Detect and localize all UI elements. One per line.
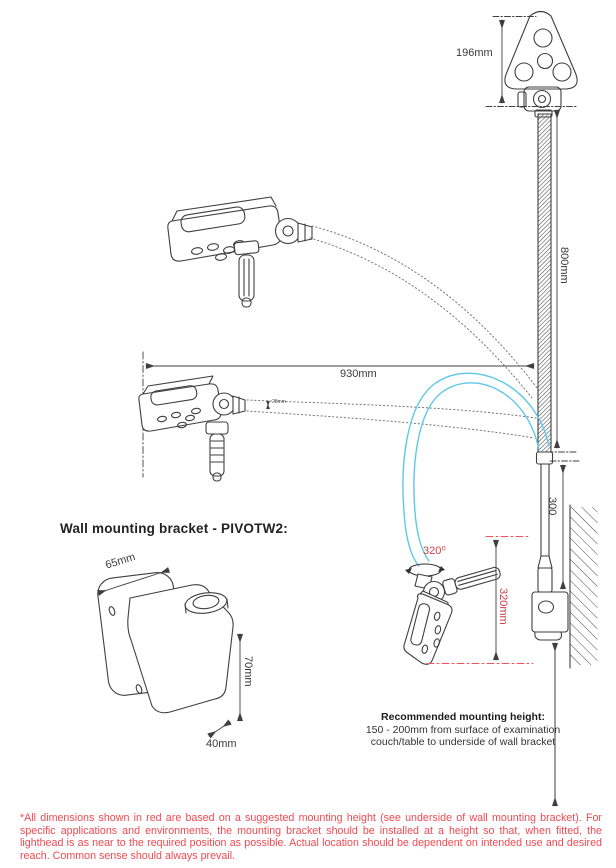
dim-label-65mm: 65mm <box>104 551 137 572</box>
flexible-arm <box>538 114 551 452</box>
dim-label-70mm: 70mm <box>242 656 254 687</box>
lamphead-upper <box>168 197 312 307</box>
dim-label-800mm: 800mm <box>558 247 570 284</box>
dim-label-196mm: 196mm <box>456 47 493 59</box>
wall-section <box>570 505 598 668</box>
dim-label-930mm: 930mm <box>340 368 377 380</box>
bracket-detail <box>96 571 233 713</box>
mounting-plate <box>505 12 577 90</box>
swing-arc-blue <box>403 373 549 566</box>
wall-bracket-side <box>532 592 568 640</box>
dim-label-40mm: 40mm <box>206 738 237 750</box>
mounting-note-line1: 150 - 200mm from surface of examination <box>365 724 561 736</box>
dim-196 <box>486 17 578 107</box>
bracket-section-title: Wall mounting bracket - PIVOTW2: <box>60 521 288 536</box>
mounting-note-line2: couch/table to underside of wall bracket <box>370 736 556 748</box>
dim-label-28mm: 28mm <box>272 399 286 405</box>
arm-path-horizontal-dotted <box>247 400 536 438</box>
lamphead-horizontal <box>139 376 245 481</box>
dim-label-320mm: 320mm <box>497 588 509 625</box>
lamphead-hanging <box>401 565 502 667</box>
red-footnote: *All dimensions shown in red are based on a suggested mounting height (see underside of wall mounting bracket). For specific applications and environments, the mounting bracket should be installed at a height so that, when fitted, the lighthead is as near to the required position as possible. Actual location should be dependent on intended use and desired reach. Common sense should always prevail. <box>20 812 602 862</box>
arm-lower-stem <box>537 452 553 592</box>
dim-label-300: 300 <box>546 497 558 516</box>
mounting-note-heading: Recommended mounting height: <box>381 711 545 723</box>
plate-pivot-joint <box>518 87 561 117</box>
rotation-angle-label: 320⁰ <box>423 545 446 557</box>
rotation-ellipse <box>405 564 445 576</box>
